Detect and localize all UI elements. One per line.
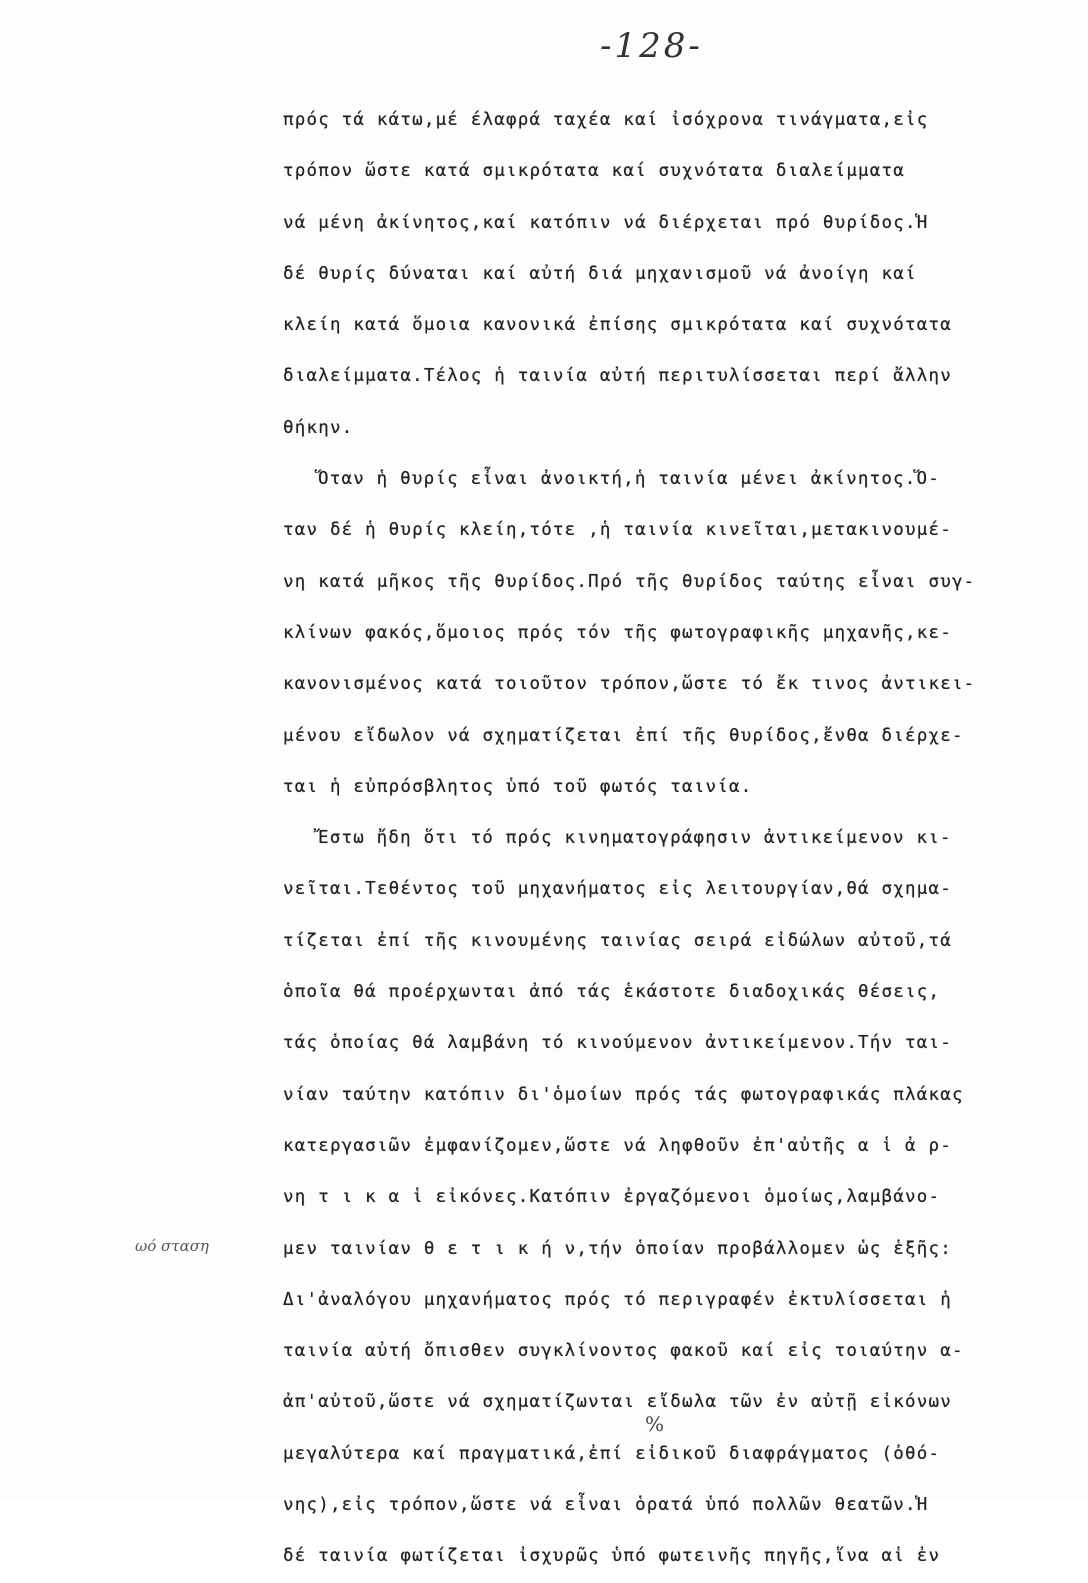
text-line: μεν ταινίαν θ ε τ ι κ ή ν,τήν ὁποίαν προβάλλομεν ὡς ἑξῆς:	[283, 1238, 952, 1259]
text-line: θήκην.	[283, 417, 354, 438]
text-line: μένου εἴδωλον νά σχηματίζεται ἐπί τῆς θυρίδος,ἔνθα διέρχε-	[283, 725, 964, 746]
text-line: Ὅταν ἡ θυρίς εἶναι ἀνοικτή,ἡ ταινία μένει ἀκίνητος.Ὅ-	[318, 469, 941, 490]
text-line: κατεργασιῶν ἐμφανίζομεν,ὥστε νά ληφθοῦν ἐπ'αὐτῆς α ἱ ἀ ρ-	[283, 1135, 952, 1156]
text-line: ἀπ'αὐτοῦ,ὥστε νά σχηματίζωνται εἴδωλα τῶν ἐν αὐτῇ εἰκόνων	[283, 1392, 952, 1413]
text-line: Δι'ἀναλόγου μηχανήματος πρός τό περιγραφέν ἐκτυλίσσεται ἡ	[283, 1289, 952, 1310]
text-line: δέ ταινία φωτίζεται ἰσχυρῶς ὑπό φωτεινῆς πηγῆς,ἵνα αἱ ἐν	[283, 1546, 941, 1567]
text-line: ταινία αὐτή ὄπισθεν συγκλίνοντος φακοῦ καί εἰς τοιαύτην α-	[283, 1341, 964, 1362]
page-number: -128-	[600, 26, 703, 66]
body-text	[283, 95, 1068, 1583]
text-line: κανονισμένος κατά τοιοῦτον τρόπον,ὥστε τό ἔκ τινος ἀντικει-	[283, 674, 976, 695]
text-line: νη τ ι κ α ἱ εἰκόνες.Κατόπιν ἐργαζόμενοι ὁμοίως,λαμβάνο-	[283, 1187, 941, 1208]
text-line: δέ θυρίς δύναται καί αὐτή διά μηχανισμοῦ νά ἀνοίγη καί	[283, 263, 917, 284]
text-line: τίζεται ἐπί τῆς κινουμένης ταινίας σειρά εἰδώλων αὐτοῦ,τά	[283, 930, 952, 951]
text-line: Ἔστω ἤδη ὅτι τό πρός κινηματογράφησιν ἀντικείμενον κι-	[318, 828, 952, 849]
text-line: ὁποῖα θά προέρχωνται ἀπό τάς ἑκάστοτε διαδοχικάς θέσεις,	[283, 982, 941, 1003]
text-line: μεγαλύτερα καί πραγματικά,ἐπί εἰδικοῦ διαφράγματος (ὀθό-	[283, 1443, 941, 1464]
text-line: ται ἡ εὐπρόσβλητος ὑπό τοῦ φωτός ταινία.	[283, 776, 753, 797]
footer-mark: %	[645, 1412, 665, 1436]
text-line: νά μένη ἀκίνητος,καί κατόπιν νά διέρχεται πρό θυρίδος.Ἡ	[283, 212, 929, 233]
text-line: νη κατά μῆκος τῆς θυρίδος.Πρό τῆς θυρίδος ταύτης εἶναι συγ-	[283, 571, 976, 592]
text-line: νίαν ταύτην κατόπιν δι'ὁμοίων πρός τάς φωτογραφικάς πλάκας	[283, 1084, 964, 1105]
text-line: κλείη κατά ὅμοια κανονικά ἐπίσης σμικρότατα καί συχνότατα	[283, 315, 952, 336]
text-line: νεῖται.Τεθέντος τοῦ μηχανήματος εἰς λειτουργίαν,θά σχημα-	[283, 879, 952, 900]
text-line: ταν δέ ἡ θυρίς κλείη,τότε ,ἡ ταινία κινεῖται,μετακινουμέ-	[283, 520, 952, 541]
handwritten-margin-note: ωό σταση	[135, 1237, 209, 1255]
text-line: νης),εἰς τρόπον,ὥστε νά εἶναι ὁρατά ὑπό πολλῶν θεατῶν.Ἡ	[283, 1495, 929, 1516]
text-line: τάς ὁποίας θά λαμβάνη τό κινούμενον ἀντικείμενον.Τήν ται-	[283, 1033, 952, 1054]
text-line: πρός τά κάτω,μέ έλαφρά ταχέα καί ἰσόχρονα τινάγματα,εἰς	[283, 110, 929, 130]
text-line: διαλείμματα.Τέλος ἡ ταινία αὐτή περιτυλίσσεται περί ἄλλην	[283, 366, 952, 387]
text-line: κλίνων φακός,ὅμοιος πρός τόν τῆς φωτογραφικῆς μηχανῆς,κε-	[283, 622, 952, 643]
text-line: τρόπον ὥστε κατά σμικρότατα καί συχνότατα διαλείμματα	[283, 161, 906, 182]
